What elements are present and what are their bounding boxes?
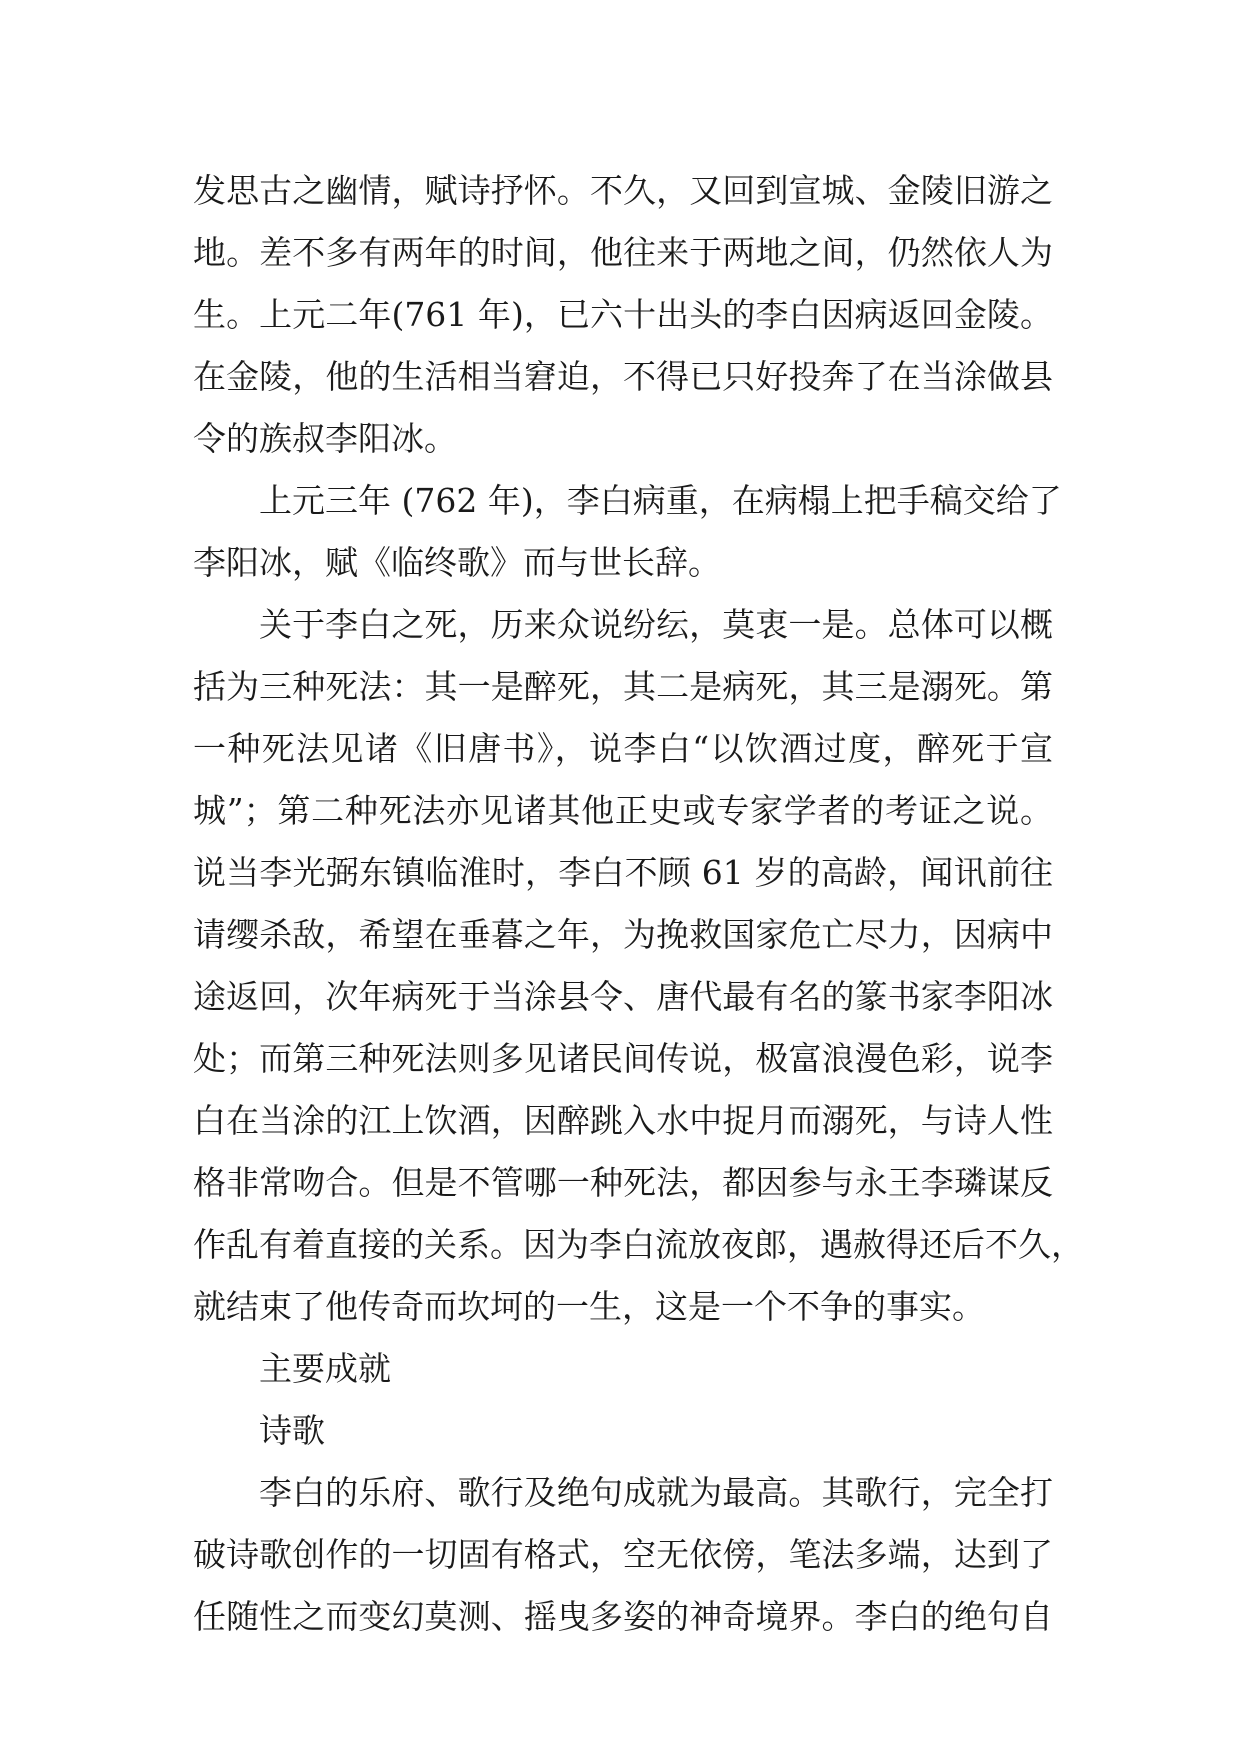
text-line: 城”；第二种死法亦见诸其他正史或专家学者的考证之说。 xyxy=(193,791,1053,830)
text-line: 生。上元二年(761 年)，已六十出头的李白因病返回金陵。 xyxy=(193,295,1053,334)
subsection-heading: 诗歌 xyxy=(259,1411,325,1450)
text-line: 说当李光弼东镇临淮时，李白不顾 61 岁的高龄，闻讯前往 xyxy=(193,853,1053,892)
text-line: 途返回，次年病死于当涂县令、唐代最有名的篆书家李阳冰 xyxy=(193,977,1053,1016)
text-line: 处；而第三种死法则多见诸民间传说，极富浪漫色彩，说李 xyxy=(193,1039,1053,1078)
text-line: 地。差不多有两年的时间，他往来于两地之间，仍然依人为 xyxy=(193,233,1053,272)
text-line: 白在当涂的江上饮酒，因醉跳入水中捉月而溺死，与诗人性 xyxy=(193,1101,1053,1140)
text-line: 就结束了他传奇而坎坷的一生，这是一个不争的事实。 xyxy=(193,1287,985,1326)
text-line: 一种死法见诸《旧唐书》，说李白“以饮酒过度，醉死于宣 xyxy=(193,729,1053,768)
paragraph-start-line: 李白的乐府、歌行及绝句成就为最高。其歌行，完全打 xyxy=(259,1473,1053,1512)
text-line: 破诗歌创作的一切固有格式，空无依傍，笔法多端，达到了 xyxy=(193,1535,1053,1574)
text-line: 括为三种死法：其一是醉死，其二是病死，其三是溺死。第 xyxy=(193,667,1053,706)
paragraph-start-line: 关于李白之死，历来众说纷纭，莫衷一是。总体可以概 xyxy=(259,605,1053,644)
section-heading: 主要成就 xyxy=(259,1349,391,1388)
text-line: 请缨杀敌，希望在垂暮之年，为挽救国家危亡尽力，因病中 xyxy=(193,915,1053,954)
text-line: 格非常吻合。但是不管哪一种死法，都因参与永王李璘谋反 xyxy=(193,1163,1053,1202)
text-line: 李阳冰，赋《临终歌》而与世长辞。 xyxy=(193,543,721,582)
paragraph-start-line: 上元三年 (762 年)，李白病重，在病榻上把手稿交给了 xyxy=(259,481,1062,520)
text-line: 作乱有着直接的关系。因为李白流放夜郎，遇赦得还后不久， xyxy=(193,1225,1084,1264)
body-text xyxy=(193,160,1084,1648)
text-line: 在金陵，他的生活相当窘迫，不得已只好投奔了在当涂做县 xyxy=(193,357,1053,396)
text-line: 任随性之而变幻莫测、摇曳多姿的神奇境界。李白的绝句自 xyxy=(193,1597,1053,1636)
text-line: 发思古之幽情，赋诗抒怀。不久，又回到宣城、金陵旧游之 xyxy=(193,171,1053,210)
text-line: 令的族叔李阳冰。 xyxy=(193,419,457,458)
